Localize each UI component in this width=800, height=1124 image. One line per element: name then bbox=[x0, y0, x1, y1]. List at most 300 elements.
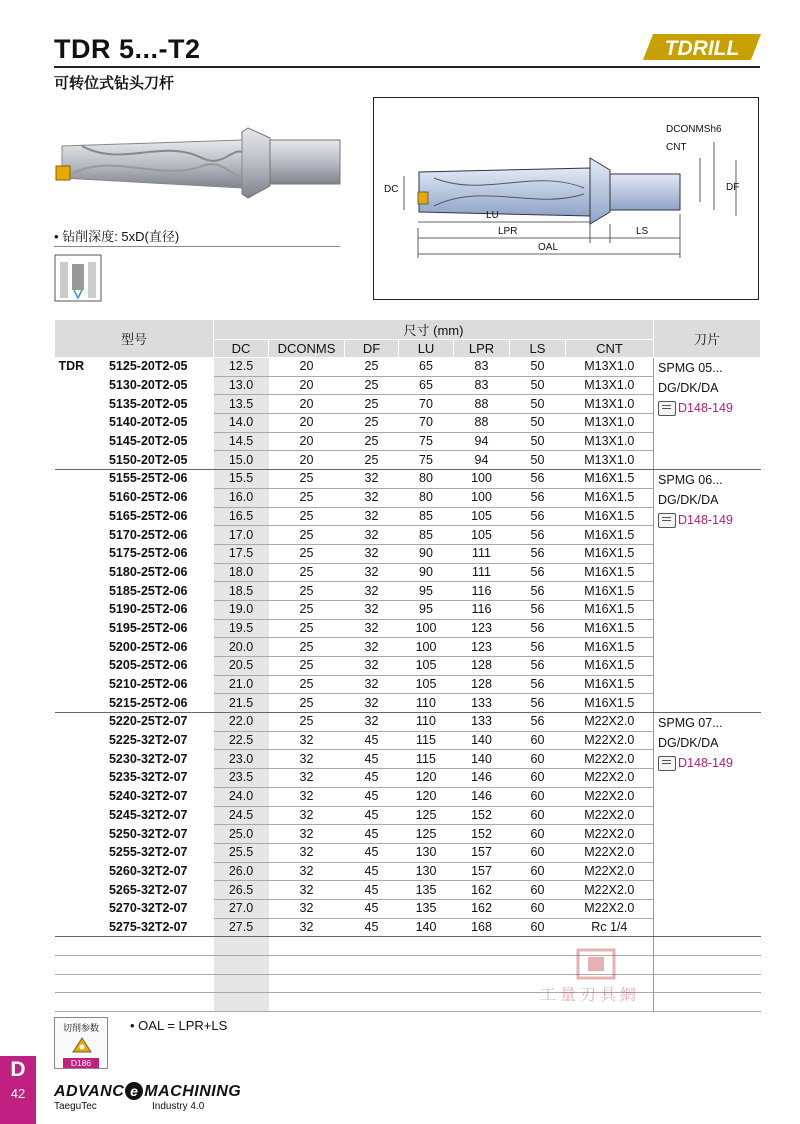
cell-cnt: M22X2.0 bbox=[566, 862, 654, 881]
cell-dconms: 25 bbox=[269, 470, 345, 489]
cell-lu: 110 bbox=[399, 713, 454, 732]
cell-lpr: 133 bbox=[454, 713, 510, 732]
cell-ls: 56 bbox=[510, 694, 566, 713]
model-cell bbox=[55, 694, 214, 713]
brand-left: ADVANC bbox=[54, 1083, 125, 1100]
cell-dc: 27.0 bbox=[214, 899, 269, 918]
empty-cell bbox=[399, 937, 454, 956]
oal-text: OAL = LPR+LS bbox=[138, 1018, 228, 1033]
cell-cnt: M22X2.0 bbox=[566, 825, 654, 844]
cell-lu: 100 bbox=[399, 619, 454, 638]
insert-type: SPMG 07... bbox=[658, 716, 723, 731]
model-cell bbox=[55, 862, 214, 881]
cell-lpr: 116 bbox=[454, 582, 510, 601]
brand-right: MACHINING bbox=[144, 1083, 242, 1100]
cell-ls: 60 bbox=[510, 787, 566, 806]
cell-dconms: 20 bbox=[269, 451, 345, 470]
dim-label-df: DF bbox=[726, 182, 740, 193]
model-cell bbox=[55, 675, 214, 694]
empty-cell bbox=[345, 993, 399, 1012]
cell-dconms: 25 bbox=[269, 563, 345, 582]
cell-lpr: 157 bbox=[454, 862, 510, 881]
empty-cell bbox=[454, 993, 510, 1012]
cell-cnt: M16X1.5 bbox=[566, 675, 654, 694]
cell-df: 25 bbox=[345, 395, 399, 414]
model-code: 5155-25T2-06 bbox=[108, 471, 188, 486]
drill-photo bbox=[52, 118, 344, 210]
empty-cell bbox=[399, 956, 454, 975]
model-code: 5195-25T2-06 bbox=[108, 620, 188, 635]
cell-lpr: 140 bbox=[454, 731, 510, 750]
model-code: 5175-25T2-06 bbox=[108, 546, 188, 561]
cell-cnt: M16X1.5 bbox=[566, 600, 654, 619]
cell-lu: 95 bbox=[399, 600, 454, 619]
cell-dconms: 32 bbox=[269, 825, 345, 844]
cell-dconms: 32 bbox=[269, 862, 345, 881]
advance-machining-logo bbox=[54, 1082, 241, 1101]
cell-lpr: 94 bbox=[454, 451, 510, 470]
empty-cell bbox=[55, 993, 214, 1012]
model-code: 5150-20T2-05 bbox=[108, 452, 188, 467]
cell-df: 32 bbox=[345, 657, 399, 676]
cell-lpr: 146 bbox=[454, 787, 510, 806]
cell-lu: 105 bbox=[399, 657, 454, 676]
cell-dc: 27.5 bbox=[214, 918, 269, 937]
cell-df: 32 bbox=[345, 470, 399, 489]
model-cell bbox=[55, 843, 214, 862]
header-dconms: DCONMS bbox=[269, 340, 345, 358]
page-number: 42 bbox=[10, 1086, 26, 1101]
cell-dconms: 32 bbox=[269, 750, 345, 769]
cell-ls: 56 bbox=[510, 507, 566, 526]
model-cell bbox=[55, 395, 214, 414]
cell-df: 25 bbox=[345, 432, 399, 451]
drilling-depth-note: • 钻削深度: 5xD(直径) bbox=[54, 229, 180, 244]
cell-dconms: 25 bbox=[269, 638, 345, 657]
cell-lu: 110 bbox=[399, 694, 454, 713]
cell-lpr: 123 bbox=[454, 638, 510, 657]
model-cell bbox=[55, 899, 214, 918]
cell-ls: 50 bbox=[510, 451, 566, 470]
cell-cnt: M22X2.0 bbox=[566, 713, 654, 732]
cell-lpr: 140 bbox=[454, 750, 510, 769]
insert-cell bbox=[654, 713, 761, 937]
header-ls: LS bbox=[510, 340, 566, 358]
model-cell bbox=[55, 507, 214, 526]
empty-cell bbox=[55, 937, 214, 956]
cell-lpr: 94 bbox=[454, 432, 510, 451]
cutting-params-box[interactable] bbox=[54, 1017, 108, 1069]
cell-lu: 85 bbox=[399, 526, 454, 545]
cell-dc: 14.0 bbox=[214, 414, 269, 433]
cell-ls: 50 bbox=[510, 376, 566, 395]
cell-dc: 23.5 bbox=[214, 769, 269, 788]
cell-ls: 56 bbox=[510, 563, 566, 582]
model-cell bbox=[55, 470, 214, 489]
model-cell bbox=[55, 731, 214, 750]
model-cell bbox=[55, 806, 214, 825]
cell-ls: 60 bbox=[510, 769, 566, 788]
model-cell bbox=[55, 825, 214, 844]
cell-cnt: M22X2.0 bbox=[566, 881, 654, 900]
model-code: 5245-32T2-07 bbox=[108, 807, 188, 822]
cell-ls: 56 bbox=[510, 544, 566, 563]
cell-ls: 60 bbox=[510, 750, 566, 769]
model-cell bbox=[55, 600, 214, 619]
header-model: 型号 bbox=[55, 320, 214, 358]
table-row bbox=[55, 713, 761, 732]
dim-label-lu: LU bbox=[486, 210, 499, 221]
cell-dconms: 32 bbox=[269, 787, 345, 806]
table-row bbox=[55, 470, 761, 489]
header-insert: 刀片 bbox=[654, 320, 761, 358]
cell-ls: 60 bbox=[510, 731, 566, 750]
model-code: 5275-32T2-07 bbox=[108, 919, 188, 934]
cell-ls: 50 bbox=[510, 414, 566, 433]
cell-lpr: 152 bbox=[454, 825, 510, 844]
cell-cnt: M16X1.5 bbox=[566, 544, 654, 563]
cell-df: 32 bbox=[345, 526, 399, 545]
empty-cell bbox=[454, 937, 510, 956]
cell-dc: 23.0 bbox=[214, 750, 269, 769]
cell-dconms: 20 bbox=[269, 432, 345, 451]
tdrill-logo bbox=[643, 33, 761, 61]
empty-cell bbox=[269, 956, 345, 975]
cell-lpr: 146 bbox=[454, 769, 510, 788]
oal-note: • OAL = LPR+LS bbox=[130, 1018, 228, 1033]
model-cell bbox=[55, 750, 214, 769]
cell-df: 32 bbox=[345, 600, 399, 619]
cell-df: 25 bbox=[345, 414, 399, 433]
cell-dc: 21.5 bbox=[214, 694, 269, 713]
cell-ls: 56 bbox=[510, 600, 566, 619]
cell-cnt: M22X2.0 bbox=[566, 899, 654, 918]
cell-lu: 125 bbox=[399, 806, 454, 825]
cell-cnt: M13X1.0 bbox=[566, 358, 654, 377]
cell-dc: 15.0 bbox=[214, 451, 269, 470]
cell-cnt: M16X1.5 bbox=[566, 470, 654, 489]
cell-lpr: 116 bbox=[454, 600, 510, 619]
brand-e-badge: e bbox=[125, 1082, 143, 1100]
page-subtitle: 可转位式钻头刀杆 bbox=[54, 75, 175, 92]
logo-text: TDRILL bbox=[664, 37, 740, 60]
cell-lu: 130 bbox=[399, 862, 454, 881]
note-divider bbox=[54, 246, 340, 247]
cell-dc: 20.0 bbox=[214, 638, 269, 657]
model-prefix: TDR bbox=[58, 359, 85, 374]
cell-df: 32 bbox=[345, 507, 399, 526]
empty-cell bbox=[214, 993, 269, 1012]
cell-df: 32 bbox=[345, 619, 399, 638]
cell-dc: 26.5 bbox=[214, 881, 269, 900]
cell-cnt: M16X1.5 bbox=[566, 694, 654, 713]
model-code: 5200-25T2-06 bbox=[108, 639, 188, 654]
insert-grades: DG/DK/DA bbox=[658, 381, 719, 395]
cell-ls: 56 bbox=[510, 657, 566, 676]
model-code: 5230-32T2-07 bbox=[108, 751, 188, 766]
cell-ls: 50 bbox=[510, 395, 566, 414]
cell-df: 45 bbox=[345, 806, 399, 825]
model-cell bbox=[55, 488, 214, 507]
cutting-params-page: D186 bbox=[63, 1058, 99, 1068]
cell-ls: 50 bbox=[510, 432, 566, 451]
cell-dc: 19.0 bbox=[214, 600, 269, 619]
cell-lpr: 83 bbox=[454, 376, 510, 395]
cell-ls: 60 bbox=[510, 862, 566, 881]
cell-ls: 56 bbox=[510, 526, 566, 545]
empty-cell bbox=[454, 974, 510, 993]
dim-label-ls: LS bbox=[636, 226, 649, 237]
cell-df: 45 bbox=[345, 881, 399, 900]
model-cell bbox=[55, 544, 214, 563]
cell-df: 32 bbox=[345, 694, 399, 713]
model-cell bbox=[55, 918, 214, 937]
insert-ref-link[interactable] bbox=[658, 753, 761, 773]
watermark bbox=[540, 948, 670, 1008]
cell-lpr: 83 bbox=[454, 358, 510, 377]
cell-ls: 56 bbox=[510, 582, 566, 601]
cell-dconms: 32 bbox=[269, 899, 345, 918]
model-code: 5205-25T2-06 bbox=[108, 658, 188, 673]
model-cell bbox=[55, 451, 214, 470]
watermark-logo-icon bbox=[576, 948, 616, 980]
model-code: 5240-32T2-07 bbox=[108, 789, 188, 804]
cell-lpr: 88 bbox=[454, 395, 510, 414]
cell-lpr: 162 bbox=[454, 881, 510, 900]
insert-cell bbox=[654, 358, 761, 470]
model-code: 5130-20T2-05 bbox=[108, 378, 188, 393]
model-cell bbox=[55, 414, 214, 433]
model-cell bbox=[55, 376, 214, 395]
cell-ls: 56 bbox=[510, 470, 566, 489]
dimension-diagram bbox=[373, 97, 759, 300]
drilling-depth-text: 钻削深度: 5xD(直径) bbox=[62, 229, 180, 244]
cell-lpr: 88 bbox=[454, 414, 510, 433]
model-cell bbox=[55, 787, 214, 806]
cell-dc: 22.0 bbox=[214, 713, 269, 732]
book-icon bbox=[658, 513, 676, 528]
cell-dconms: 25 bbox=[269, 657, 345, 676]
dim-label-dc: DC bbox=[384, 184, 399, 195]
header-dimensions: 尺寸 (mm) bbox=[214, 320, 654, 340]
insert-ref-page: D148-149 bbox=[678, 513, 733, 528]
cell-dc: 17.5 bbox=[214, 544, 269, 563]
cell-lu: 70 bbox=[399, 414, 454, 433]
cell-dc: 13.0 bbox=[214, 376, 269, 395]
cell-dconms: 32 bbox=[269, 806, 345, 825]
cell-cnt: M13X1.0 bbox=[566, 414, 654, 433]
cell-df: 45 bbox=[345, 769, 399, 788]
cell-df: 32 bbox=[345, 638, 399, 657]
empty-cell bbox=[214, 974, 269, 993]
cell-lpr: 168 bbox=[454, 918, 510, 937]
empty-cell bbox=[345, 956, 399, 975]
cell-lu: 140 bbox=[399, 918, 454, 937]
empty-cell bbox=[214, 956, 269, 975]
model-cell bbox=[55, 657, 214, 676]
cell-lpr: 123 bbox=[454, 619, 510, 638]
cell-dconms: 25 bbox=[269, 675, 345, 694]
cell-ls: 60 bbox=[510, 843, 566, 862]
cell-dc: 19.5 bbox=[214, 619, 269, 638]
model-code: 5225-32T2-07 bbox=[108, 733, 188, 748]
cell-cnt: M16X1.5 bbox=[566, 638, 654, 657]
cell-cnt: M16X1.5 bbox=[566, 526, 654, 545]
cell-cnt: M22X2.0 bbox=[566, 806, 654, 825]
insert-ref-link[interactable] bbox=[658, 398, 761, 418]
cell-dconms: 25 bbox=[269, 713, 345, 732]
cell-dc: 16.0 bbox=[214, 488, 269, 507]
cell-lpr: 100 bbox=[454, 470, 510, 489]
cell-lu: 85 bbox=[399, 507, 454, 526]
header-df: DF bbox=[345, 340, 399, 358]
empty-cell bbox=[269, 974, 345, 993]
cell-dconms: 25 bbox=[269, 600, 345, 619]
header-lpr: LPR bbox=[454, 340, 510, 358]
cell-df: 32 bbox=[345, 488, 399, 507]
cell-dc: 18.5 bbox=[214, 582, 269, 601]
cell-dc: 22.5 bbox=[214, 731, 269, 750]
cell-cnt: M22X2.0 bbox=[566, 769, 654, 788]
model-code: 5265-32T2-07 bbox=[108, 882, 188, 897]
cell-lu: 125 bbox=[399, 825, 454, 844]
cell-ls: 56 bbox=[510, 619, 566, 638]
cell-df: 45 bbox=[345, 787, 399, 806]
cell-dconms: 32 bbox=[269, 843, 345, 862]
empty-cell bbox=[454, 956, 510, 975]
cell-cnt: M16X1.5 bbox=[566, 507, 654, 526]
cell-lu: 120 bbox=[399, 769, 454, 788]
drilling-depth-icon bbox=[54, 254, 102, 302]
model-code: 5140-20T2-05 bbox=[108, 415, 188, 430]
cell-cnt: M22X2.0 bbox=[566, 731, 654, 750]
insert-cell bbox=[654, 470, 761, 713]
model-code: 5145-20T2-05 bbox=[108, 434, 188, 449]
cell-df: 32 bbox=[345, 675, 399, 694]
cell-ls: 60 bbox=[510, 806, 566, 825]
spec-table bbox=[54, 319, 761, 1012]
cell-ls: 50 bbox=[510, 358, 566, 377]
cell-ls: 56 bbox=[510, 675, 566, 694]
cell-dconms: 32 bbox=[269, 918, 345, 937]
insert-ref-link[interactable] bbox=[658, 510, 761, 530]
empty-cell bbox=[269, 937, 345, 956]
cell-lu: 115 bbox=[399, 731, 454, 750]
cell-ls: 60 bbox=[510, 899, 566, 918]
cell-cnt: M13X1.0 bbox=[566, 395, 654, 414]
cell-lu: 75 bbox=[399, 432, 454, 451]
table-row bbox=[55, 358, 761, 377]
cell-lpr: 152 bbox=[454, 806, 510, 825]
cell-dconms: 25 bbox=[269, 619, 345, 638]
model-code: 5235-32T2-07 bbox=[108, 770, 188, 785]
model-code: 5260-32T2-07 bbox=[108, 863, 188, 878]
cell-dconms: 32 bbox=[269, 731, 345, 750]
cell-df: 45 bbox=[345, 825, 399, 844]
model-code: 5185-25T2-06 bbox=[108, 583, 188, 598]
cell-lu: 120 bbox=[399, 787, 454, 806]
cell-dc: 25.5 bbox=[214, 843, 269, 862]
model-code: 5215-25T2-06 bbox=[108, 695, 188, 710]
cell-cnt: M13X1.0 bbox=[566, 376, 654, 395]
cell-df: 45 bbox=[345, 731, 399, 750]
cell-dconms: 32 bbox=[269, 769, 345, 788]
empty-cell bbox=[399, 993, 454, 1012]
cell-lpr: 162 bbox=[454, 899, 510, 918]
cell-cnt: M13X1.0 bbox=[566, 451, 654, 470]
cell-lpr: 133 bbox=[454, 694, 510, 713]
model-cell bbox=[55, 358, 214, 377]
cell-dc: 20.5 bbox=[214, 657, 269, 676]
cell-cnt: M16X1.5 bbox=[566, 582, 654, 601]
model-code: 5220-25T2-07 bbox=[108, 714, 188, 729]
cell-dc: 15.5 bbox=[214, 470, 269, 489]
cell-dconms: 25 bbox=[269, 526, 345, 545]
model-cell bbox=[55, 582, 214, 601]
cell-dconms: 25 bbox=[269, 694, 345, 713]
cell-cnt: M22X2.0 bbox=[566, 843, 654, 862]
page-title: TDR 5...-T2 bbox=[54, 34, 201, 64]
cell-cnt: M22X2.0 bbox=[566, 787, 654, 806]
book-icon bbox=[658, 401, 676, 416]
model-code: 5250-32T2-07 bbox=[108, 826, 188, 841]
cell-dconms: 25 bbox=[269, 582, 345, 601]
cell-dconms: 25 bbox=[269, 488, 345, 507]
cell-lpr: 111 bbox=[454, 563, 510, 582]
cell-lu: 80 bbox=[399, 488, 454, 507]
cell-cnt: M16X1.5 bbox=[566, 563, 654, 582]
cell-ls: 60 bbox=[510, 825, 566, 844]
empty-cell bbox=[399, 974, 454, 993]
cell-dc: 16.5 bbox=[214, 507, 269, 526]
insert-grades: DG/DK/DA bbox=[658, 736, 719, 751]
cell-lu: 75 bbox=[399, 451, 454, 470]
cell-dc: 24.5 bbox=[214, 806, 269, 825]
model-cell bbox=[55, 638, 214, 657]
insert-type: SPMG 05... bbox=[658, 361, 723, 375]
cell-df: 25 bbox=[345, 358, 399, 377]
cell-lu: 65 bbox=[399, 376, 454, 395]
cell-cnt: M16X1.5 bbox=[566, 657, 654, 676]
cell-lpr: 111 bbox=[454, 544, 510, 563]
model-cell bbox=[55, 881, 214, 900]
cell-lpr: 105 bbox=[454, 507, 510, 526]
cell-lpr: 128 bbox=[454, 675, 510, 694]
cell-dconms: 20 bbox=[269, 358, 345, 377]
cell-dc: 14.5 bbox=[214, 432, 269, 451]
empty-cell bbox=[345, 974, 399, 993]
model-code: 5255-32T2-07 bbox=[108, 845, 188, 860]
insert-grades: DG/DK/DA bbox=[658, 493, 719, 508]
cell-ls: 56 bbox=[510, 713, 566, 732]
cell-dc: 24.0 bbox=[214, 787, 269, 806]
spec-table-body bbox=[55, 358, 761, 1012]
cell-ls: 60 bbox=[510, 881, 566, 900]
cell-lu: 115 bbox=[399, 750, 454, 769]
empty-cell bbox=[214, 937, 269, 956]
cell-lu: 95 bbox=[399, 582, 454, 601]
footer-tagline: Industry 4.0 bbox=[152, 1101, 205, 1112]
cell-lu: 100 bbox=[399, 638, 454, 657]
section-letter: D bbox=[10, 1058, 26, 1081]
model-code: 5135-20T2-05 bbox=[108, 396, 188, 411]
cell-lu: 80 bbox=[399, 470, 454, 489]
empty-cell bbox=[55, 956, 214, 975]
model-cell bbox=[55, 526, 214, 545]
cell-ls: 56 bbox=[510, 488, 566, 507]
empty-cell bbox=[345, 937, 399, 956]
cell-cnt: M16X1.5 bbox=[566, 619, 654, 638]
